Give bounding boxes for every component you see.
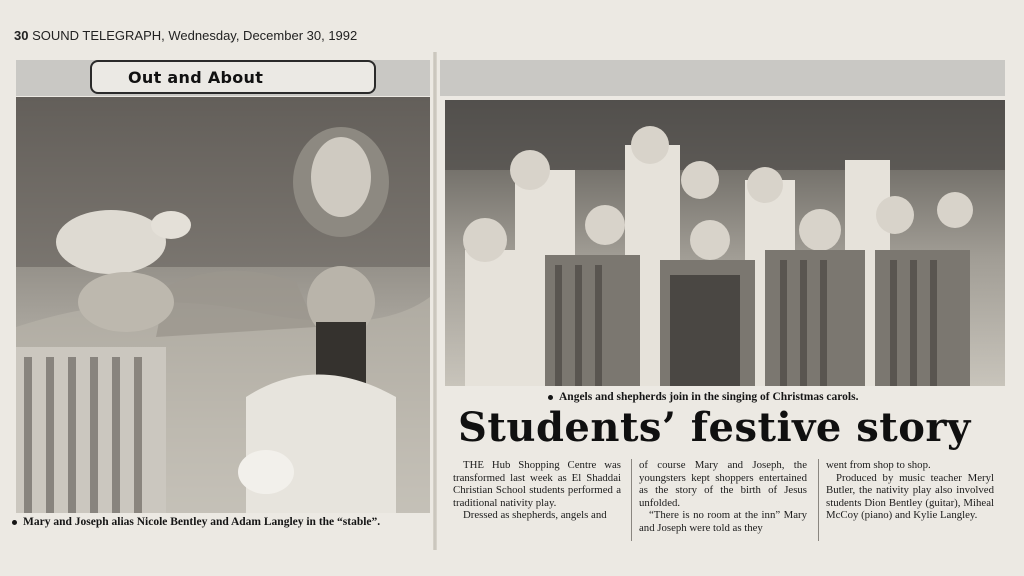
section-title: Out and About [128, 68, 264, 87]
masthead-text: SOUND TELEGRAPH, Wednesday, December 30, 1992 [32, 28, 358, 43]
article-headline: Students’ festive story [458, 404, 971, 451]
carol-singers-illustration [445, 100, 1005, 386]
page-spine [433, 52, 437, 550]
col2-paragraph-1: of course Mary and Joseph, the youngsters kept shoppers entertained as the story of the birth of Jesus unfolded. [639, 459, 807, 509]
photo-angels-shepherds [445, 100, 1005, 386]
section-title-box [90, 60, 376, 94]
photo-nativity-stable [16, 97, 430, 513]
caption-left-text: Mary and Joseph alias Nicole Bentley and Adam Langley in the “stable”. [23, 516, 381, 528]
article-column-3 [826, 459, 994, 522]
article-column-2 [639, 459, 807, 535]
col3-paragraph-1: went from shop to shop. [826, 459, 931, 471]
col2-paragraph-2: “There is no room at the inn” Mary and Joseph were told as they [639, 509, 807, 534]
bullet-icon [548, 395, 553, 400]
column-rule [631, 459, 632, 541]
photo-caption-left [12, 516, 380, 528]
col3-paragraph-2: Produced by music teacher Meryl Butler, the nativity play also involved students Dion Bentley (guitar), Miheal McCoy (piano) and Kylie Langley. [826, 471, 994, 522]
page-number: 30 [14, 28, 29, 43]
caption-right-text: Angels and shepherds join in the singing of Christmas carols. [559, 391, 859, 403]
section-band-right [440, 60, 1005, 96]
photo-caption-right [548, 391, 858, 403]
masthead [14, 28, 357, 43]
bullet-icon [12, 520, 17, 525]
stable-scene-illustration [16, 97, 430, 513]
col1-paragraph-1: THE Hub Shopping Centre was transformed last week as El Shaddai Christian School students performed a traditional nativity play. [453, 459, 621, 509]
article-column-1 [453, 459, 621, 522]
col1-paragraph-2: Dressed as shepherds, angels and [463, 509, 607, 522]
column-rule [818, 459, 819, 541]
